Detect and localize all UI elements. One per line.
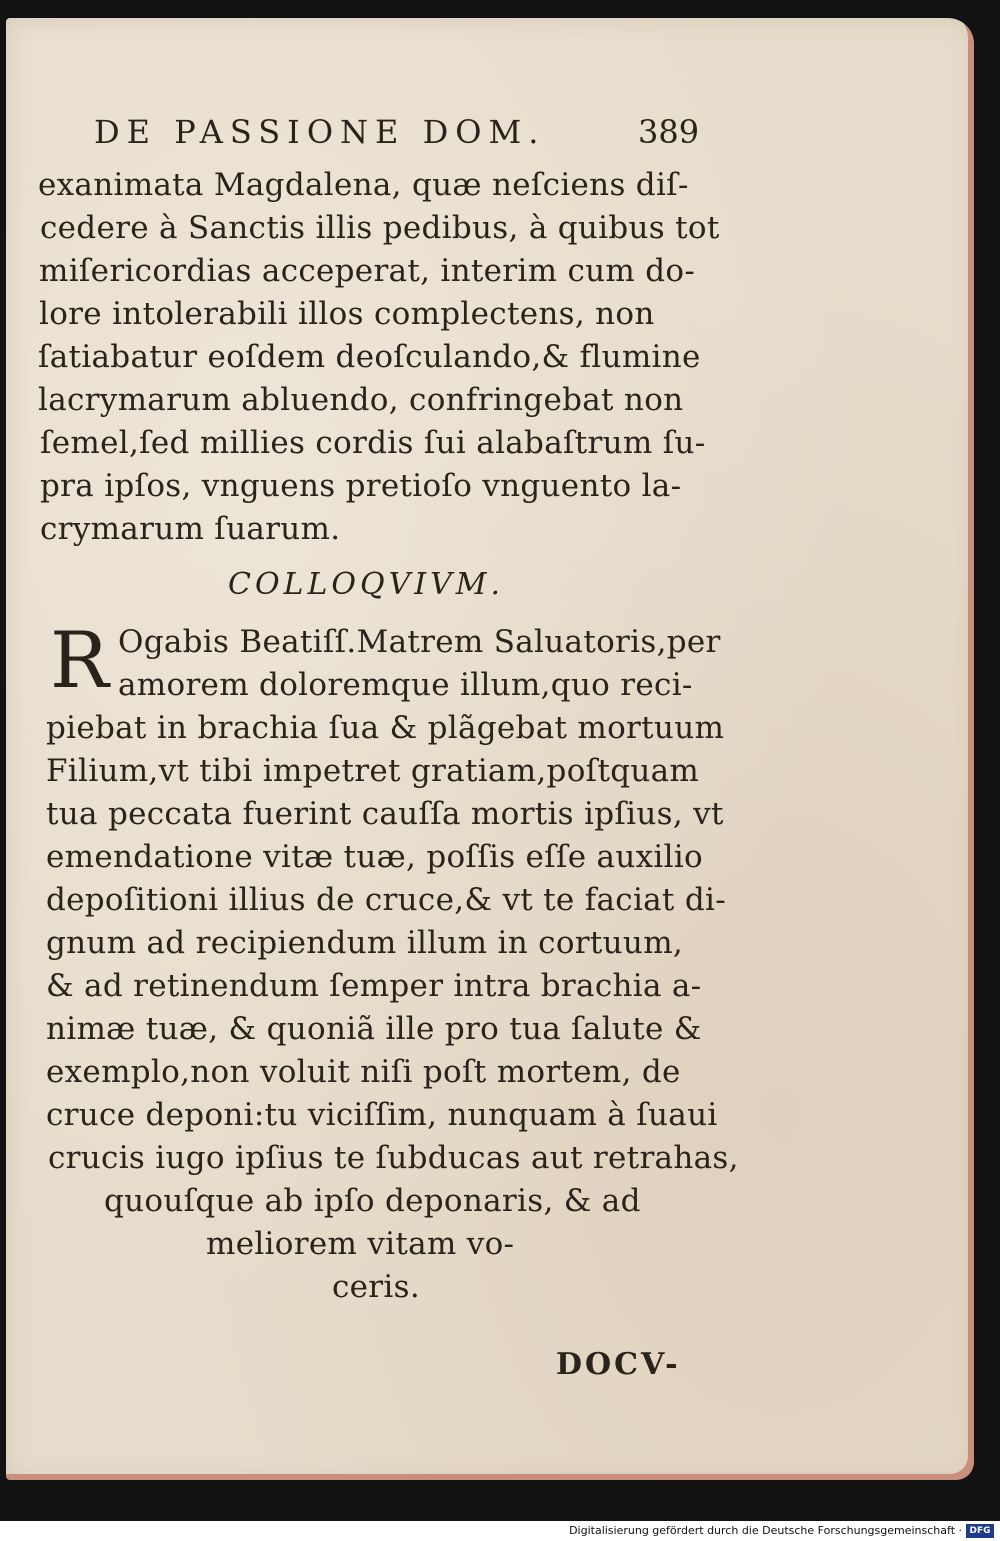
book-page — [6, 18, 974, 1480]
text-line: cruce deponi:tu viciſſim, nunquam à ſuaui — [46, 1097, 718, 1133]
section-heading: COLLOQVIVM. — [228, 567, 505, 602]
text-line: ceris. — [332, 1269, 421, 1305]
text-line: gnum ad recipiendum illum in cortuum, — [46, 925, 684, 961]
catchword: DOCV- — [556, 1347, 681, 1382]
funding-notice: Digitalisierung gefördert durch die Deutsche Forschungsgemeinschaft · — [569, 1524, 962, 1537]
text-line: ſemel,ſed millies cordis ſui alabaſtrum ſu- — [40, 425, 706, 461]
text-line: Ogabis Beatiſſ.Matrem Saluatoris,per — [118, 624, 721, 660]
text-line: piebat in brachia ſua & plãgebat mortuum — [46, 710, 725, 746]
text-line: Filium,vt tibi impetret gratiam,poſtquam — [46, 753, 700, 789]
text-line: exanimata Magdalena, quæ neſciens diſ- — [38, 167, 689, 203]
text-line: tua peccata fuerint cauſſa mortis ipſius, vt — [46, 796, 724, 832]
text-line: crucis iugo ipſius te ſubducas aut retrahas, — [48, 1140, 739, 1176]
text-line: nimæ tuæ, & quoniã ille pro tua ſalute & — [46, 1011, 702, 1047]
text-line: exemplo,non voluit niſi poſt mortem, de — [46, 1054, 681, 1090]
text-line: quouſque ab ipſo deponaris, & ad — [104, 1183, 641, 1219]
text-line: pra ipſos, vnguens pretioſo vnguento la- — [40, 468, 682, 504]
text-line: lacrymarum abluendo, confringebat non — [38, 382, 684, 418]
page-number: 389 — [638, 113, 700, 151]
text-line: emendatione vitæ tuæ, poſſis eſſe auxilio — [46, 839, 703, 875]
text-line: lore intolerabili illos complectens, non — [39, 296, 655, 332]
dfg-logo-icon: DFG — [966, 1524, 994, 1538]
drop-cap: R — [50, 616, 109, 706]
text-line: crymarum ſuarum. — [40, 511, 341, 547]
text-line: ſatiabatur eoſdem deoſculando,& flumine — [38, 339, 701, 375]
text-line: miſericordias acceperat, interim cum do- — [39, 253, 696, 289]
text-line: amorem doloremque illum,quo reci- — [118, 667, 693, 703]
text-line: & ad retinendum ſemper intra brachia a- — [46, 968, 702, 1004]
digitization-footer — [0, 1521, 1000, 1541]
text-line: depoſitioni illius de cruce,& vt te faciat di- — [46, 882, 726, 918]
text-line: meliorem vitam vo- — [206, 1226, 515, 1262]
running-head: DE PASSIONE DOM. — [94, 113, 546, 151]
text-line: cedere à Sanctis illis pedibus, à quibus tot — [40, 210, 720, 246]
